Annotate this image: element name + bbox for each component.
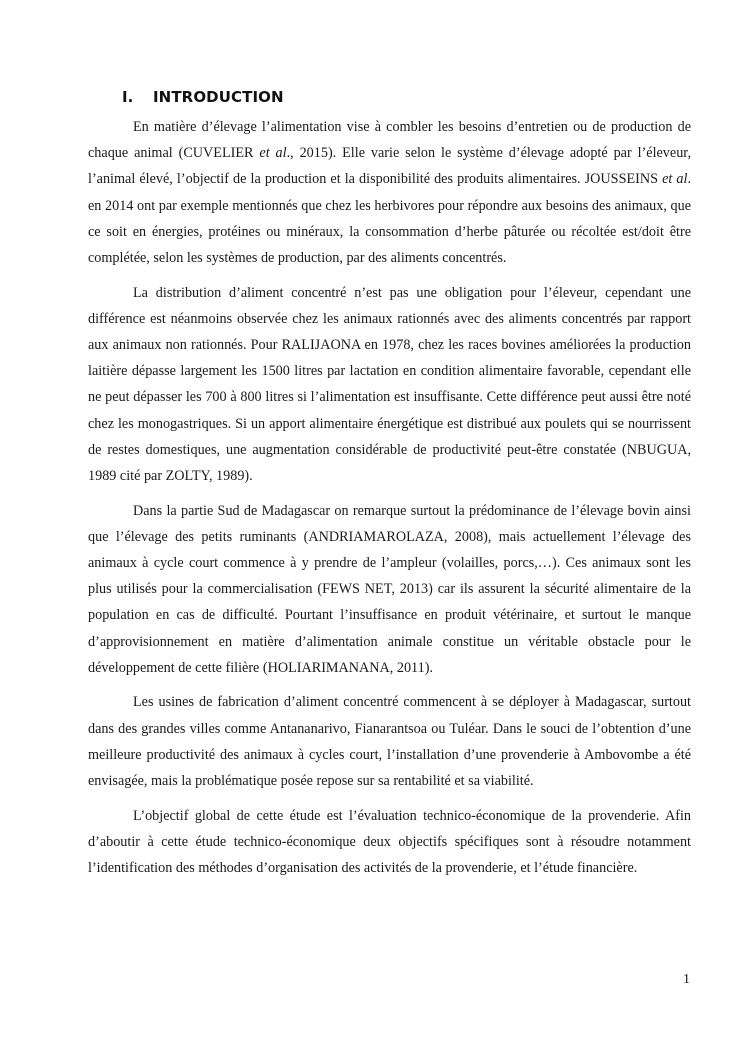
text-run: L’objectif global de cette étude est l’évaluation technico-économique de la provenderie. Afin d’aboutir à cette étude technico-économique deux objectifs spécifiques sont à résoudre notamment l’identification des méthodes d’organisation des activités de la provenderie, et l’étude financière. <box>88 807 691 877</box>
document-body <box>88 114 691 890</box>
paragraph-2 <box>88 280 691 490</box>
paragraph-5 <box>88 803 691 882</box>
text-run: La distribution d’aliment concentré n’est pas une obligation pour l’éleveur, cependant une différence est néanmoins observée chez les animaux rationnés avec des aliments concentrés par rapport aux animaux non rationnés. Pour RALIJAONA en 1978, chez les races bovines améliorées la production laitière dépasse largement les 1500 litres par lactation en condition alimentaire favorable, cependant elle ne peut dépasser les 700 à 800 litres si l’alimentation est insuffisante. Cette différence peut aussi être noté chez les monogastriques. Si un apport alimentaire énergétique est distribué aux poulets qui se nourrissent de restes domestiques, une augmentation considérable de productivité peut-être constatée (NBUGUA, 1989 cité par ZOLTY, 1989). <box>88 284 691 485</box>
section-number: I. <box>122 88 134 106</box>
italic-text: et al <box>259 145 287 162</box>
text-run: Dans la partie Sud de Madagascar on remarque surtout la prédominance de l’élevage bovin ainsi que l’élevage des petits ruminants (ANDRIAMAROLAZA, 2008), mais actuellement l’élevage des animaux à cycle court commence à y prendre de l’ampleur (volailles, porcs,…). Ces animaux sont les plus utilisés pour la commercialisation (FEWS NET, 2013) car ils assurent la sécurité alimentaire de la population en cas de difficulté. Pourtant l’insuffisance en produit vétérinaire, et surtout le manque d’approvisionnement en matière d’alimentation animale constitue un véritable obstacle pour le développement de cette filière (HOLIARIMANANA, 2011). <box>88 502 691 676</box>
section-title: INTRODUCTION <box>153 88 284 106</box>
text-run: Les usines de fabrication d’aliment concentré commencent à se déployer à Madagascar, surtout dans des grandes villes comme Antananarivo, Fianarantsoa ou Tuléar. Dans le souci de l’obtention d’une meilleure productivité des animaux à cycles court, l’installation d’une provenderie à Ambovombe a été envisagée, mais la problématique posée repose sur sa rentabilité et sa viabilité. <box>88 694 691 790</box>
page-number: 1 <box>683 972 690 987</box>
paragraph-1 <box>88 114 691 271</box>
italic-text: et al <box>662 171 688 188</box>
text-run: . en 2014 ont par exemple mentionnés que chez les herbivores pour répondre aux besoins des animaux, que ce soit en énergies, protéines ou minéraux, la consommation d’herbe pâturée ou récoltée est/doit être complétée, selon les systèmes de production, par des aliments concentrés. <box>88 171 691 267</box>
paragraph-4 <box>88 689 691 794</box>
section-heading <box>122 88 284 106</box>
text-run: ., 2015). Elle varie selon le système d’élevage adopté par l’éleveur, l’animal élevé, l’objectif de la production et la disponibilité des produits alimentaires. JOUSSEINS <box>88 145 691 188</box>
text-run: En matière d’élevage l’alimentation vise à combler les besoins d’entretien ou de production de chaque animal (CUVELIER <box>88 119 691 162</box>
paragraph-3 <box>88 498 691 681</box>
